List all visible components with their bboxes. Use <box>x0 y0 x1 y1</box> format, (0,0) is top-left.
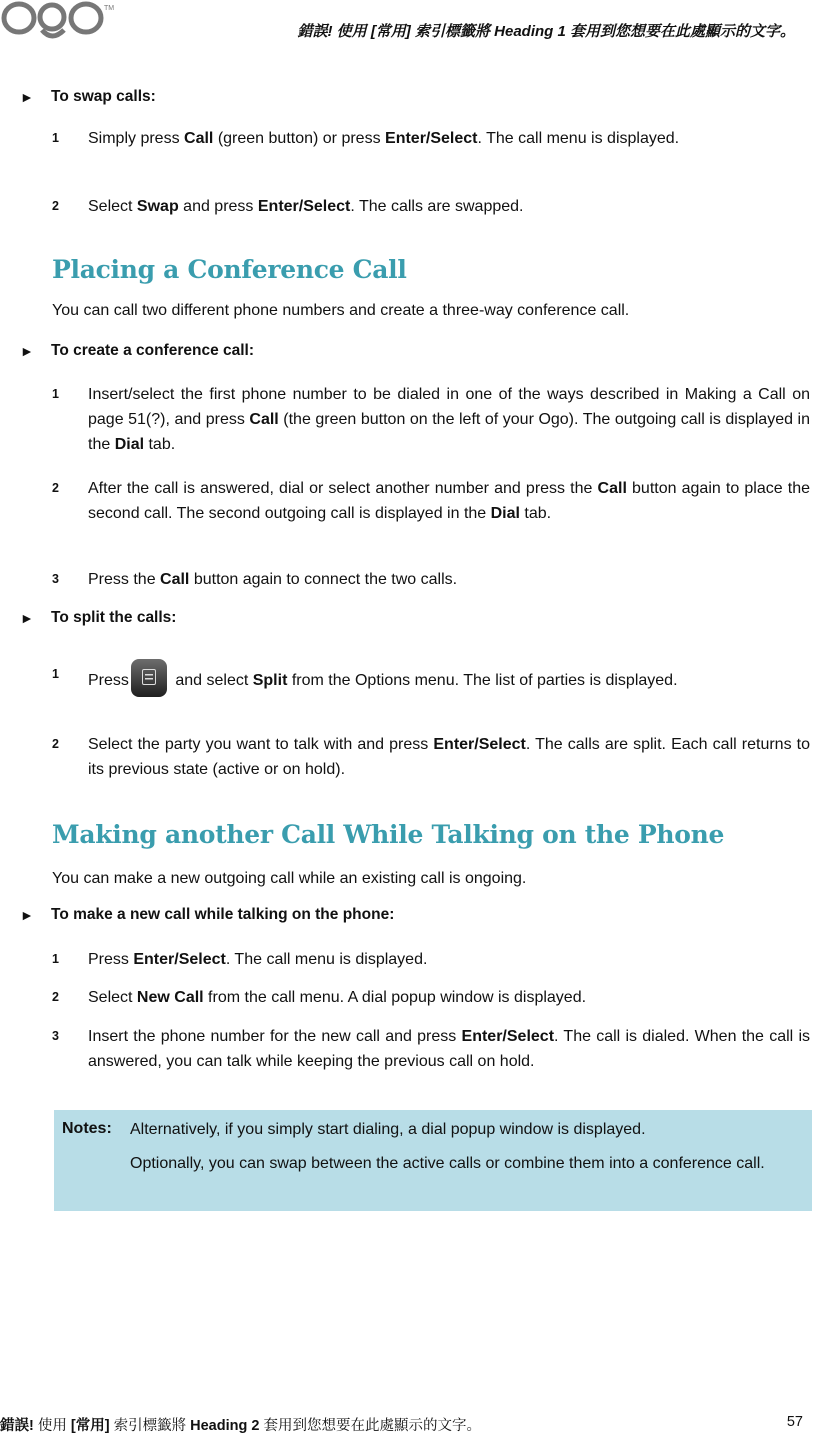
notes-box: Notes: Alternatively, if you simply start dialing, a dial popup window is displayed. Optionally, you can swap between the active calls or combine them into a conference call. <box>54 1110 812 1211</box>
triangle-arrow-icon: ► <box>20 907 34 923</box>
svg-text:TM: TM <box>104 5 115 12</box>
procedure-heading-split: ► To split the calls: <box>20 609 177 626</box>
split-step-1: 1 Press and select Split from the Options menu. The list of parties is displayed. <box>52 662 812 700</box>
conference-step-1: 1 Insert/select the first phone number to be dialed in one of the ways described in Making a Call on page 51(?), and press Call (the green button on the left of your Ogo). The outgoing call is displayed in the Dial tab. <box>52 386 811 453</box>
new-call-step-2: 2 Select New Call from the call menu. A dial popup window is displayed. <box>52 989 587 1006</box>
conference-step-3: 3 Press the Call button again to connect the two calls. <box>52 571 458 588</box>
menu-button-icon <box>131 659 167 697</box>
running-footer: 錯誤! 使用 [常用] 索引標籤將 Heading 2 套用到您想要在此處顯示的文字。 <box>0 1418 481 1434</box>
new-call-step-1: 1 Press Enter/Select. The call menu is displayed. <box>52 951 428 968</box>
swap-step-1: 1 Simply press Call (green button) or press Enter/Select. The call menu is displayed. <box>52 130 680 147</box>
heading-conference-call: Placing a Conference Call <box>52 255 407 284</box>
procedure-heading-new-call: ► To make a new call while talking on the phone: <box>20 906 395 923</box>
new-call-step-3: 3 Insert the phone number for the new call and press Enter/Select. The call is dialed. When the call is answered, you can talk while keeping the previous call on hold. <box>52 1028 810 1070</box>
procedure-heading-swap: ► To swap calls: <box>20 88 156 105</box>
notes-line-1: Alternatively, if you simply start dialing, a dial popup window is displayed. <box>130 1121 646 1138</box>
swap-step-2: 2 Select Swap and press Enter/Select. The calls are swapped. <box>52 198 524 215</box>
notes-label: Notes <box>62 1120 107 1137</box>
triangle-arrow-icon: ► <box>20 89 34 105</box>
heading-another-call: Making another Call While Talking on the Phone <box>52 820 725 849</box>
conference-step-2: 2 After the call is answered, dial or select another number and press the Call button again to place the second call. The second outgoing call is displayed in the Dial tab. <box>52 480 810 522</box>
another-call-intro: You can make a new outgoing call while an existing call is ongoing. <box>52 870 527 887</box>
triangle-arrow-icon: ► <box>20 610 34 626</box>
procedure-heading-create-conference: ► To create a conference call: <box>20 342 255 359</box>
split-step-2: 2 Select the party you want to talk with and press Enter/Select. The calls are split. Each call returns to its previous state (active or on hold). <box>52 736 811 778</box>
notes-line-2: Optionally, you can swap between the active calls or combine them into a conference call. <box>130 1155 765 1172</box>
page-number: 57 <box>786 1414 803 1430</box>
running-header: 錯誤! 使用 [常用] 索引標籤將 Heading 1 套用到您想要在此處顯示的文字。 <box>297 23 795 40</box>
triangle-arrow-icon: ► <box>20 343 34 359</box>
ogo-logo <box>0 0 120 40</box>
conference-intro: You can call two different phone numbers and create a three-way conference call. <box>52 302 630 319</box>
